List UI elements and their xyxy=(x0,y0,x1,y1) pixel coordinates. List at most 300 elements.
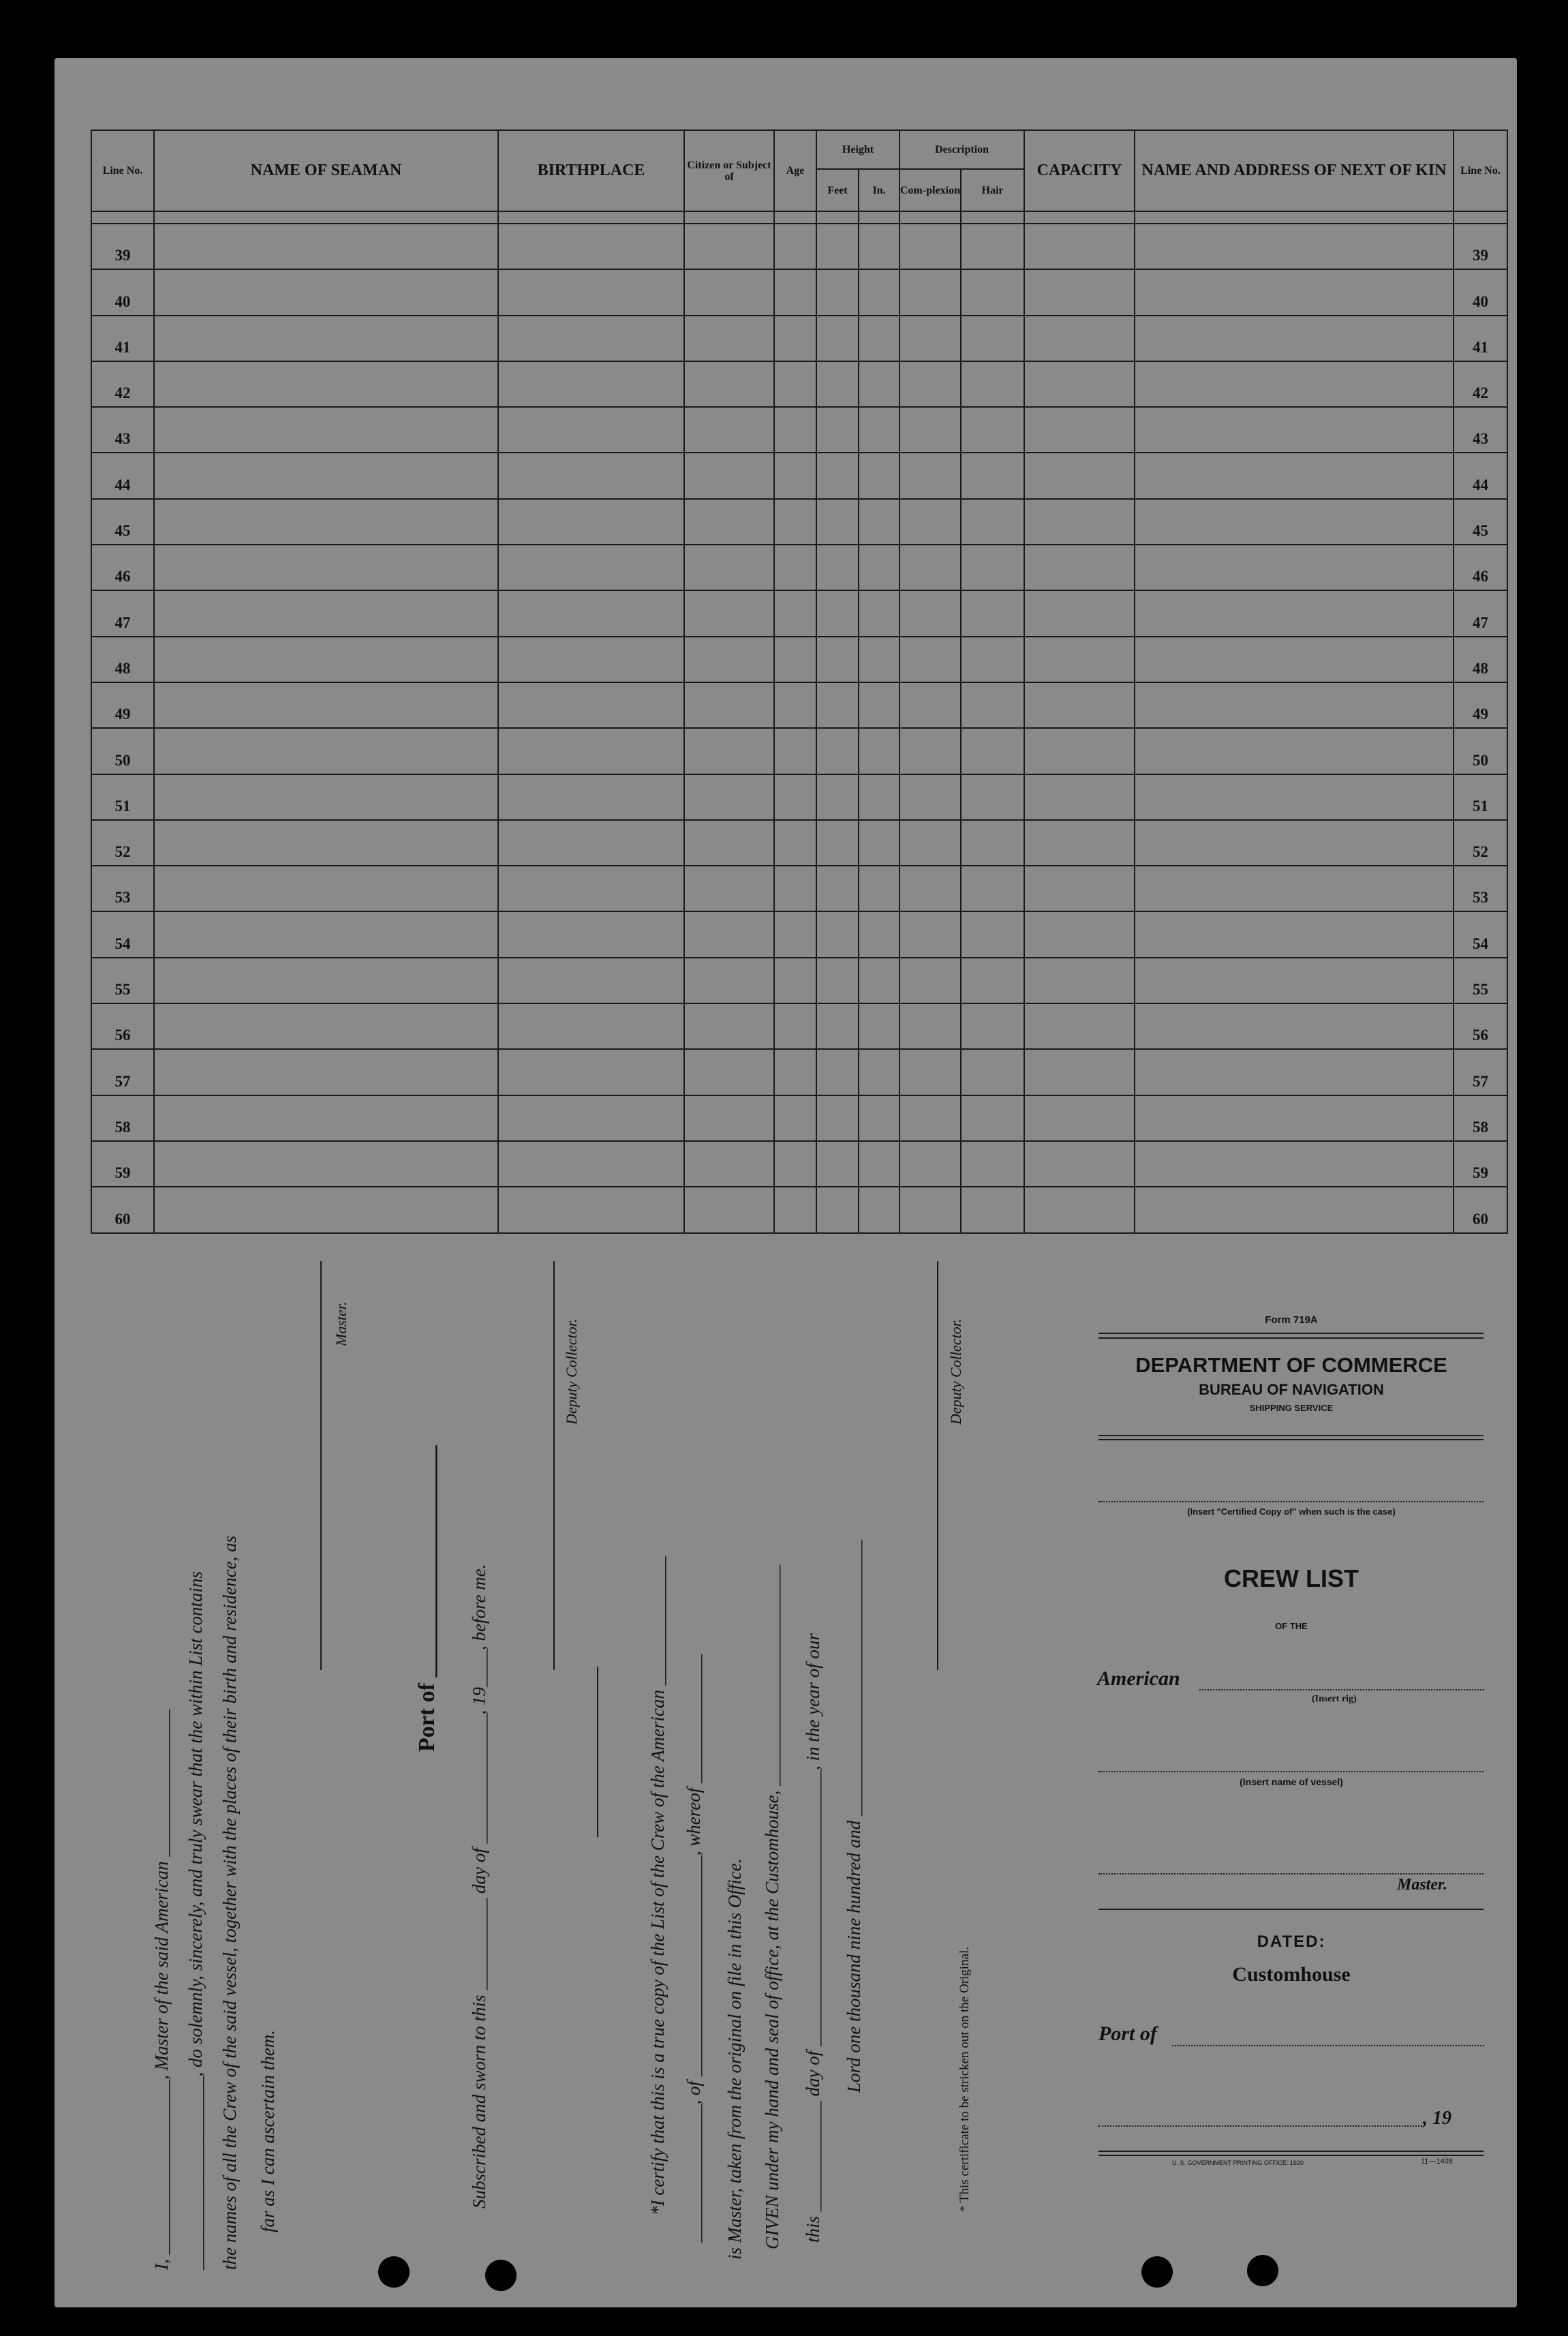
line-number: 55 xyxy=(91,958,154,1003)
table-cell xyxy=(1024,361,1135,407)
line-number: 57 xyxy=(91,1049,154,1095)
insert-certified-copy: (Insert "Certified Copy of" when such is the case) xyxy=(1187,1506,1396,1517)
table-cell xyxy=(900,866,961,911)
table-cell xyxy=(961,590,1024,636)
table-cell xyxy=(154,361,498,407)
table-cell xyxy=(1024,1003,1135,1049)
master-line xyxy=(1098,1873,1484,1875)
table-cell xyxy=(154,866,498,911)
line-number: 47 xyxy=(91,590,154,636)
table-row xyxy=(91,1095,1507,1141)
table-cell xyxy=(1024,958,1135,1003)
table-cell xyxy=(961,316,1024,361)
table-cell xyxy=(961,958,1024,1003)
table-cell xyxy=(816,407,859,453)
port-of-label: Port of xyxy=(1098,2022,1157,2045)
table-cell xyxy=(774,1095,816,1141)
table-cell xyxy=(498,911,684,957)
table-cell xyxy=(859,1141,900,1187)
table-cell xyxy=(1135,1187,1454,1232)
table-cell xyxy=(684,820,774,866)
table-cell xyxy=(684,1095,774,1141)
table-cell xyxy=(1135,361,1454,407)
insert-vessel-name: (Insert name of vessel) xyxy=(1240,1776,1343,1787)
punch-hole xyxy=(485,2260,517,2291)
table-cell xyxy=(1024,269,1135,315)
table-cell xyxy=(154,682,498,728)
subscribed-line: Subscribed and sworn to this __________ day of ______________, 19____, before me. xyxy=(469,1564,489,2209)
table-cell xyxy=(684,774,774,820)
table-cell xyxy=(961,866,1024,911)
punch-hole xyxy=(378,2256,410,2288)
table-cell xyxy=(900,820,961,866)
table-cell xyxy=(816,224,859,269)
line-number-right: 43 xyxy=(1454,407,1507,453)
table-cell xyxy=(816,453,859,498)
header-capacity: CAPACITY xyxy=(1024,130,1135,211)
certificate-footnote: * This certificate to be stricken out on the Original. xyxy=(957,1946,972,2212)
line-number: 41 xyxy=(91,316,154,361)
line-number-right: 39 xyxy=(1454,224,1507,269)
line-number: 51 xyxy=(91,774,154,820)
table-row xyxy=(91,958,1507,1003)
table-cell xyxy=(961,269,1024,315)
table-cell xyxy=(154,224,498,269)
table-cell xyxy=(900,1141,961,1187)
table-cell xyxy=(816,1095,859,1141)
table-cell xyxy=(816,545,859,590)
table-row xyxy=(91,1049,1507,1095)
header-name-of-seaman: NAME OF SEAMAN xyxy=(154,130,498,211)
table-cell xyxy=(859,1049,900,1095)
table-cell xyxy=(684,269,774,315)
line-number: 52 xyxy=(91,820,154,866)
table-cell xyxy=(816,820,859,866)
table-cell xyxy=(1024,728,1135,774)
line-number: 42 xyxy=(91,361,154,407)
table-cell xyxy=(498,590,684,636)
table-cell xyxy=(774,1187,816,1232)
customhouse-label: Customhouse xyxy=(1232,1963,1351,1986)
table-cell xyxy=(816,1141,859,1187)
header-complexion: Com-plexion xyxy=(900,169,961,211)
table-cell xyxy=(1135,1049,1454,1095)
table-cell xyxy=(154,499,498,545)
table-cell xyxy=(154,545,498,590)
table-cell xyxy=(774,590,816,636)
american-label: American xyxy=(1097,1667,1180,1690)
line-number-right: 40 xyxy=(1454,269,1507,315)
table-cell xyxy=(774,1049,816,1095)
table-cell xyxy=(684,361,774,407)
table-cell xyxy=(961,1003,1024,1049)
table-cell xyxy=(900,637,961,682)
table-cell xyxy=(900,728,961,774)
table-cell xyxy=(1135,316,1454,361)
table-cell xyxy=(1135,637,1454,682)
table-cell xyxy=(816,682,859,728)
table-cell xyxy=(498,728,684,774)
table-cell xyxy=(1135,958,1454,1003)
table-cell xyxy=(961,820,1024,866)
table-cell xyxy=(859,820,900,866)
table-cell xyxy=(154,407,498,453)
line-number: 46 xyxy=(91,545,154,590)
table-cell xyxy=(684,1049,774,1095)
table-cell xyxy=(816,590,859,636)
table-cell xyxy=(1135,499,1454,545)
table-cell xyxy=(1024,1141,1135,1187)
table-cell xyxy=(900,911,961,957)
table-cell xyxy=(1024,499,1135,545)
table-cell xyxy=(774,361,816,407)
table-cell xyxy=(900,499,961,545)
table-cell xyxy=(774,545,816,590)
table-cell xyxy=(859,637,900,682)
table-cell xyxy=(684,1003,774,1049)
table-cell xyxy=(900,545,961,590)
table-cell xyxy=(1024,637,1135,682)
table-cell xyxy=(774,407,816,453)
table-cell xyxy=(816,958,859,1003)
table-cell xyxy=(816,1187,859,1232)
punch-hole xyxy=(1247,2255,1278,2286)
table-cell xyxy=(859,224,900,269)
table-cell xyxy=(816,1049,859,1095)
table-cell xyxy=(859,316,900,361)
header-height: Height xyxy=(816,130,900,169)
header-inches: In. xyxy=(859,169,900,211)
table-cell xyxy=(961,407,1024,453)
line-number: 60 xyxy=(91,1187,154,1232)
table-cell xyxy=(498,316,684,361)
table-cell xyxy=(154,316,498,361)
table-cell xyxy=(774,774,816,820)
line-number-right: 47 xyxy=(1454,590,1507,636)
table-cell xyxy=(154,1187,498,1232)
table-cell xyxy=(498,499,684,545)
table-row xyxy=(91,820,1507,866)
table-cell xyxy=(774,637,816,682)
table-cell xyxy=(859,774,900,820)
table-cell xyxy=(774,316,816,361)
table-cell xyxy=(961,728,1024,774)
table-cell xyxy=(498,1187,684,1232)
table-row xyxy=(91,499,1507,545)
table-row xyxy=(91,866,1507,911)
table-cell xyxy=(900,1003,961,1049)
table-cell xyxy=(859,590,900,636)
table-cell xyxy=(684,453,774,498)
table-cell xyxy=(154,958,498,1003)
table-cell xyxy=(684,499,774,545)
table-cell xyxy=(1024,774,1135,820)
line-number-right: 49 xyxy=(1454,682,1507,728)
punch-hole xyxy=(1141,2256,1173,2288)
table-cell xyxy=(900,1049,961,1095)
table-cell xyxy=(961,545,1024,590)
header-feet: Feet xyxy=(816,169,859,211)
oath-line-1: I, ___________________, Master of the said American ________________ xyxy=(151,1709,172,2270)
table-cell xyxy=(900,316,961,361)
table-row xyxy=(91,774,1507,820)
table-cell xyxy=(154,453,498,498)
line-number-right: 52 xyxy=(1454,820,1507,866)
line-number-right: 45 xyxy=(1454,499,1507,545)
table-cell xyxy=(684,545,774,590)
table-cell xyxy=(684,637,774,682)
table-cell xyxy=(154,637,498,682)
table-cell xyxy=(1135,1141,1454,1187)
table-cell xyxy=(859,361,900,407)
table-cell xyxy=(684,316,774,361)
certify-line-2: _______________, of ________________________, whereof ______________ xyxy=(683,1654,704,2243)
header-line-no: Line No. xyxy=(91,130,154,211)
table-cell xyxy=(900,1187,961,1232)
table-cell xyxy=(961,361,1024,407)
certified-copy-line xyxy=(1098,1501,1484,1502)
header-age: Age xyxy=(774,130,816,211)
table-row xyxy=(91,545,1507,590)
table-cell xyxy=(774,269,816,315)
table-cell xyxy=(1135,911,1454,957)
line-number-right: 42 xyxy=(1454,361,1507,407)
header-citizen: Citizen or Subject of xyxy=(684,130,774,211)
table-cell xyxy=(816,774,859,820)
table-cell xyxy=(859,545,900,590)
table-cell xyxy=(154,911,498,957)
crew-list-title: CREW LIST xyxy=(1224,1564,1359,1592)
line-number: 44 xyxy=(91,453,154,498)
table-cell xyxy=(900,774,961,820)
table-cell xyxy=(961,682,1024,728)
table-cell xyxy=(498,1141,684,1187)
table-row xyxy=(91,911,1507,957)
table-cell xyxy=(684,866,774,911)
table-cell xyxy=(498,820,684,866)
oath-line-3: the names of all the Crew of the said vessel, together with the places of their birth and residence, as xyxy=(219,1535,240,2270)
line-number-right: 60 xyxy=(1454,1187,1507,1232)
table-cell xyxy=(1024,866,1135,911)
table-cell xyxy=(1135,590,1454,636)
table-cell xyxy=(1024,1187,1135,1232)
table-cell xyxy=(859,1003,900,1049)
table-cell xyxy=(859,1095,900,1141)
table-cell xyxy=(1024,1095,1135,1141)
table-cell xyxy=(1135,820,1454,866)
table-cell xyxy=(900,958,961,1003)
line-number: 54 xyxy=(91,911,154,957)
table-cell xyxy=(961,774,1024,820)
table-cell xyxy=(154,774,498,820)
year-label: , 19 xyxy=(1423,2108,1451,2129)
table-cell xyxy=(816,1003,859,1049)
table-cell xyxy=(900,590,961,636)
vessel-line xyxy=(1098,1771,1484,1772)
table-cell xyxy=(684,224,774,269)
table-cell xyxy=(816,499,859,545)
table-cell xyxy=(684,728,774,774)
table-cell xyxy=(154,820,498,866)
table-cell xyxy=(498,1003,684,1049)
certify-line-6: Lord one thousand nine hundred and ______________________________ xyxy=(844,1540,864,2093)
table-cell xyxy=(859,499,900,545)
table-row xyxy=(91,1187,1507,1232)
table-cell xyxy=(498,958,684,1003)
table-cell xyxy=(900,682,961,728)
table-cell xyxy=(774,682,816,728)
deputy-signature-line-2 xyxy=(937,1261,938,1670)
oath-master-label: Master. xyxy=(333,1301,350,1346)
line-number: 56 xyxy=(91,1003,154,1049)
table-cell xyxy=(1024,820,1135,866)
table-cell xyxy=(498,1095,684,1141)
line-number: 49 xyxy=(91,682,154,728)
header-next-of-kin: NAME AND ADDRESS OF NEXT OF KIN xyxy=(1135,130,1454,211)
table-cell xyxy=(816,361,859,407)
table-cell xyxy=(1135,224,1454,269)
table-cell xyxy=(1135,682,1454,728)
table-cell xyxy=(1135,453,1454,498)
table-cell xyxy=(859,1187,900,1232)
table-row xyxy=(91,269,1507,315)
table-cell xyxy=(498,866,684,911)
table-cell xyxy=(684,911,774,957)
table-cell xyxy=(774,820,816,866)
table-cell xyxy=(1135,866,1454,911)
table-row xyxy=(91,316,1507,361)
line-number: 53 xyxy=(91,866,154,911)
table-cell xyxy=(774,866,816,911)
table-cell xyxy=(961,499,1024,545)
table-row xyxy=(91,453,1507,498)
line-number: 48 xyxy=(91,637,154,682)
table-cell xyxy=(816,866,859,911)
table-cell xyxy=(498,224,684,269)
table-cell xyxy=(774,911,816,957)
table-cell xyxy=(859,453,900,498)
table-cell xyxy=(961,1095,1024,1141)
table-cell xyxy=(154,1095,498,1141)
table-row xyxy=(91,728,1507,774)
table-cell xyxy=(498,269,684,315)
table-cell xyxy=(498,361,684,407)
crew-table xyxy=(91,130,1508,1234)
table-cell xyxy=(816,728,859,774)
table-cell xyxy=(859,407,900,453)
table-cell xyxy=(154,590,498,636)
port-of-line xyxy=(1172,2045,1484,2046)
line-number-right: 51 xyxy=(1454,774,1507,820)
line-number-right: 41 xyxy=(1454,316,1507,361)
line-number: 40 xyxy=(91,269,154,315)
table-cell xyxy=(961,453,1024,498)
table-cell xyxy=(154,728,498,774)
table-cell xyxy=(961,224,1024,269)
table-cell xyxy=(900,453,961,498)
certify-line-1: *I certify that this is a true copy of the List of the Crew of the American ______________ xyxy=(647,1556,668,2215)
table-cell xyxy=(154,1141,498,1187)
line-number: 43 xyxy=(91,407,154,453)
table-cell xyxy=(1024,316,1135,361)
table-cell xyxy=(774,1141,816,1187)
line-number-right: 56 xyxy=(1454,1003,1507,1049)
table-cell xyxy=(684,682,774,728)
table-cell xyxy=(498,682,684,728)
line-number-right: 44 xyxy=(1454,453,1507,498)
line-number-right: 50 xyxy=(1454,728,1507,774)
table-cell xyxy=(498,637,684,682)
service-title: SHIPPING SERVICE xyxy=(1249,1403,1334,1413)
table-cell xyxy=(774,958,816,1003)
rig-line xyxy=(1199,1689,1484,1690)
table-cell xyxy=(900,407,961,453)
table-cell xyxy=(816,316,859,361)
header-birthplace: BIRTHPLACE xyxy=(498,130,684,211)
certify-line-4: GIVEN under my hand and seal of office, at the Customhouse, ________________________ xyxy=(762,1564,782,2249)
line-number: 59 xyxy=(91,1141,154,1187)
table-cell xyxy=(859,866,900,911)
oath-line-2: _____________________, do solemnly, sincerely, and truly swear that the within List contains xyxy=(185,1571,206,2270)
table-cell xyxy=(154,1003,498,1049)
header-hair: Hair xyxy=(961,169,1024,211)
table-cell xyxy=(684,1187,774,1232)
form-number: Form 719A xyxy=(1265,1314,1318,1326)
table-cell xyxy=(774,224,816,269)
table-row xyxy=(91,637,1507,682)
table-cell xyxy=(1135,728,1454,774)
table-cell xyxy=(859,682,900,728)
table-cell xyxy=(1024,407,1135,453)
line-number-right: 58 xyxy=(1454,1095,1507,1141)
dated-label: DATED: xyxy=(1257,1932,1326,1951)
line-number-right: 57 xyxy=(1454,1049,1507,1095)
table-cell xyxy=(1024,453,1135,498)
table-cell xyxy=(859,958,900,1003)
table-cell xyxy=(961,1141,1024,1187)
table-cell xyxy=(498,1049,684,1095)
line-number: 58 xyxy=(91,1095,154,1141)
table-cell xyxy=(1024,590,1135,636)
table-cell xyxy=(684,958,774,1003)
deputy-collector-2: Deputy Collector. xyxy=(947,1318,964,1425)
table-cell xyxy=(1135,1003,1454,1049)
table-cell xyxy=(684,1141,774,1187)
table-row xyxy=(91,682,1507,728)
table-cell xyxy=(1024,682,1135,728)
table-cell xyxy=(816,269,859,315)
table-row xyxy=(91,361,1507,407)
header-description: Description xyxy=(900,130,1024,169)
deputy-signature-line-1 xyxy=(553,1261,555,1670)
table-cell xyxy=(1024,224,1135,269)
table-cell xyxy=(1135,407,1454,453)
table-cell xyxy=(1024,1049,1135,1095)
table-cell xyxy=(498,545,684,590)
table-cell xyxy=(900,1095,961,1141)
bureau-title: BUREAU OF NAVIGATION xyxy=(1199,1381,1384,1398)
table-row xyxy=(91,1141,1507,1187)
table-cell xyxy=(684,590,774,636)
table-cell xyxy=(1135,1095,1454,1141)
table-cell xyxy=(1135,545,1454,590)
table-cell xyxy=(900,224,961,269)
table-cell xyxy=(859,269,900,315)
table-cell xyxy=(859,728,900,774)
table-cell xyxy=(961,911,1024,957)
short-divider xyxy=(597,1667,598,1837)
certify-line-3: is Master, taken from the original on file in this Office. xyxy=(724,1858,745,2260)
